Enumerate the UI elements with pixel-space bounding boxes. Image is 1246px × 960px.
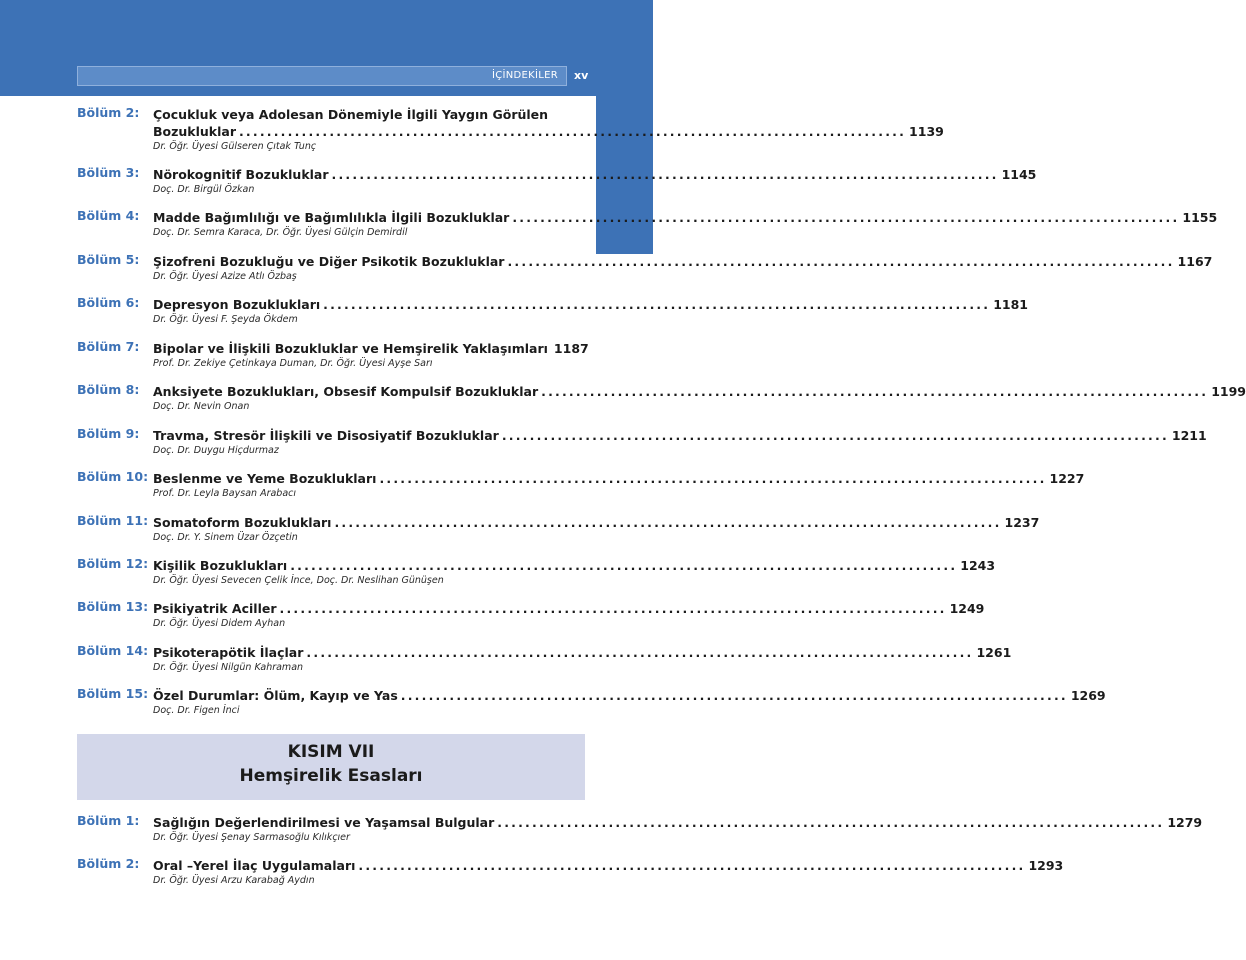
page-ref: 1261 — [976, 645, 1012, 660]
chapter-title: Psikiyatrik Aciller — [153, 601, 277, 616]
chapter-number: Bölüm 8: — [77, 382, 140, 397]
chapter-number: Bölüm 14: — [77, 643, 149, 658]
chapter-title-line — [153, 599, 985, 616]
chapter-title: Bipolar ve İlişkili Bozukluklar ve Hemşirelik Yaklaşımları — [153, 341, 548, 356]
chapter-title: Bozukluklar — [153, 124, 236, 139]
chapter-author: Doç. Dr. Y. Sinem Üzar Özçetin — [153, 532, 298, 543]
chapter-title-line — [153, 295, 1028, 312]
chapter-title: Psikoterapötik İlaçlar — [153, 645, 304, 660]
page-number: xv — [574, 69, 589, 82]
dot-leader: ................................................................................................ — [331, 167, 999, 182]
chapter-number: Bölüm 4: — [77, 208, 140, 223]
chapter-author: Dr. Öğr. Üyesi F. Şeyda Ökdem — [153, 314, 298, 325]
dot-leader: ................................................................................................ — [400, 688, 1068, 703]
chapter-author: Doç. Dr. Birgül Özkan — [153, 184, 255, 195]
page-ref: 1181 — [993, 297, 1028, 312]
page-ref: 1139 — [909, 124, 944, 139]
chapter-title: Özel Durumlar: Ölüm, Kayıp ve Yas — [153, 688, 398, 703]
chapter-number: Bölüm 15: — [77, 686, 149, 701]
chapter-title: Anksiyete Bozuklukları, Obsesif Kompulsif Bozukluklar — [153, 384, 539, 399]
page-ref: 1211 — [1171, 428, 1207, 443]
chapter-title: Beslenme ve Yeme Bozuklukları — [153, 471, 377, 486]
dot-leader: ................................................................................................ — [501, 428, 1169, 443]
chapter-number: Bölüm 2: — [77, 856, 140, 871]
chapter-title-line — [153, 208, 1218, 225]
page-ref: 1145 — [1001, 167, 1037, 182]
chapter-title-line — [153, 643, 1012, 660]
chapter-title: Travma, Stresör İlişkili ve Disosiyatif Bozukluklar — [153, 428, 499, 443]
chapter-title-line — [153, 556, 996, 573]
chapter-author: Doç. Dr. Duygu Hiçdurmaz — [153, 445, 279, 456]
chapter-author: Dr. Öğr. Üyesi Didem Ayhan — [153, 618, 286, 629]
dot-leader: ................................................................................................ — [379, 471, 1047, 486]
page-ref: 1249 — [949, 601, 985, 616]
dot-leader: ................................................................................................ — [238, 124, 907, 139]
page-ref: 1243 — [960, 558, 996, 573]
chapter-number: Bölüm 13: — [77, 599, 149, 614]
chapter-title-line — [153, 813, 1203, 830]
part-heading — [77, 734, 585, 800]
chapter-number: Bölüm 9: — [77, 426, 140, 441]
part-number: KISIM VII — [287, 742, 375, 762]
chapter-title: Oral –Yerel İlaç Uygulamaları — [153, 858, 356, 873]
chapter-title-line — [153, 252, 1213, 269]
section-title: İÇİNDEKİLER — [491, 70, 558, 81]
chapter-title: Çocukluk veya Adolesan Dönemiyle İlgili Yaygın Görülen — [153, 107, 549, 122]
chapter-author: Dr. Öğr. Üyesi Şenay Sarmasoğlu Kılıkçıer — [153, 832, 350, 843]
part-title: Hemşirelik Esasları — [239, 766, 423, 786]
chapter-author: Doç. Dr. Semra Karaca, Dr. Öğr. Üyesi Gülçin Demirdil — [153, 227, 408, 238]
chapter-number: Bölüm 3: — [77, 165, 140, 180]
chapter-title-line — [153, 105, 584, 122]
chapter-author: Dr. Öğr. Üyesi Arzu Karabağ Aydın — [153, 875, 315, 886]
chapter-author: Prof. Dr. Zekiye Çetinkaya Duman, Dr. Öğr. Üyesi Ayşe Sarı — [153, 358, 433, 369]
dot-leader: ................................................................................................ — [334, 515, 1002, 530]
page-ref: 1187 — [553, 341, 589, 356]
chapter-author: Dr. Öğr. Üyesi Azize Atlı Özbaş — [153, 271, 297, 282]
chapter-title: Şizofreni Bozukluğu ve Diğer Psikotik Bozukluklar — [153, 254, 505, 269]
chapter-number: Bölüm 5: — [77, 252, 140, 267]
chapter-title: Madde Bağımlılığı ve Bağımlılıkla İlgili Bozukluklar — [153, 210, 510, 225]
dot-leader: ................................................................................................ — [507, 254, 1175, 269]
page-ref: 1293 — [1028, 858, 1064, 873]
dot-leader: ................................................................................................ — [279, 601, 947, 616]
chapter-title-line — [153, 382, 1246, 399]
dot-leader: ................................................................................................ — [290, 558, 958, 573]
running-header — [77, 66, 567, 86]
chapter-title-line — [153, 426, 1207, 443]
chapter-number: Bölüm 6: — [77, 295, 140, 310]
page-ref: 1237 — [1004, 515, 1040, 530]
page-ref: 1155 — [1182, 210, 1218, 225]
chapter-title-line — [153, 165, 1037, 182]
chapter-number: Bölüm 1: — [77, 813, 140, 828]
page-ref: 1199 — [1211, 384, 1246, 399]
dot-leader: ................................................................................................ — [497, 815, 1165, 830]
dot-leader: ................................................................................................ — [306, 645, 974, 660]
page-ref: 1269 — [1070, 688, 1106, 703]
chapter-title: Kişilik Bozuklukları — [153, 558, 288, 573]
chapter-title-line — [153, 856, 1064, 873]
chapter-number: Bölüm 10: — [77, 469, 149, 484]
chapter-title-line — [153, 469, 1085, 486]
chapter-number: Bölüm 7: — [77, 339, 140, 354]
dot-leader: ................................................................................................ — [358, 858, 1026, 873]
chapter-title-line — [153, 686, 1106, 703]
page-ref: 1279 — [1167, 815, 1203, 830]
chapter-title: Sağlığın Değerlendirilmesi ve Yaşamsal Bulgular — [153, 815, 495, 830]
dot-leader: ................................................................................................ — [541, 384, 1209, 399]
chapter-title-line — [153, 122, 944, 139]
chapter-title: Nörokognitif Bozukluklar — [153, 167, 329, 182]
chapter-title-line — [153, 513, 1040, 530]
chapter-author: Doç. Dr. Figen İnci — [153, 705, 240, 716]
chapter-title-line — [153, 339, 589, 356]
dot-leader: ................................................................................................ — [323, 297, 991, 312]
chapter-title: Depresyon Bozuklukları — [153, 297, 321, 312]
chapter-title: Somatoform Bozuklukları — [153, 515, 332, 530]
chapter-author: Dr. Öğr. Üyesi Sevecen Çelik İnce, Doç. Dr. Neslihan Günüşen — [153, 575, 444, 586]
chapter-author: Doç. Dr. Nevin Onan — [153, 401, 250, 412]
chapter-number: Bölüm 11: — [77, 513, 149, 528]
page-ref: 1227 — [1049, 471, 1085, 486]
chapter-number: Bölüm 12: — [77, 556, 149, 571]
chapter-author: Prof. Dr. Leyla Baysan Arabacı — [153, 488, 297, 499]
page-ref: 1167 — [1177, 254, 1213, 269]
dot-leader: ................................................................................................ — [512, 210, 1180, 225]
chapter-author: Dr. Öğr. Üyesi Gülseren Çıtak Tunç — [153, 141, 317, 152]
chapter-number: Bölüm 2: — [77, 105, 140, 120]
chapter-author: Dr. Öğr. Üyesi Nilgün Kahraman — [153, 662, 304, 673]
